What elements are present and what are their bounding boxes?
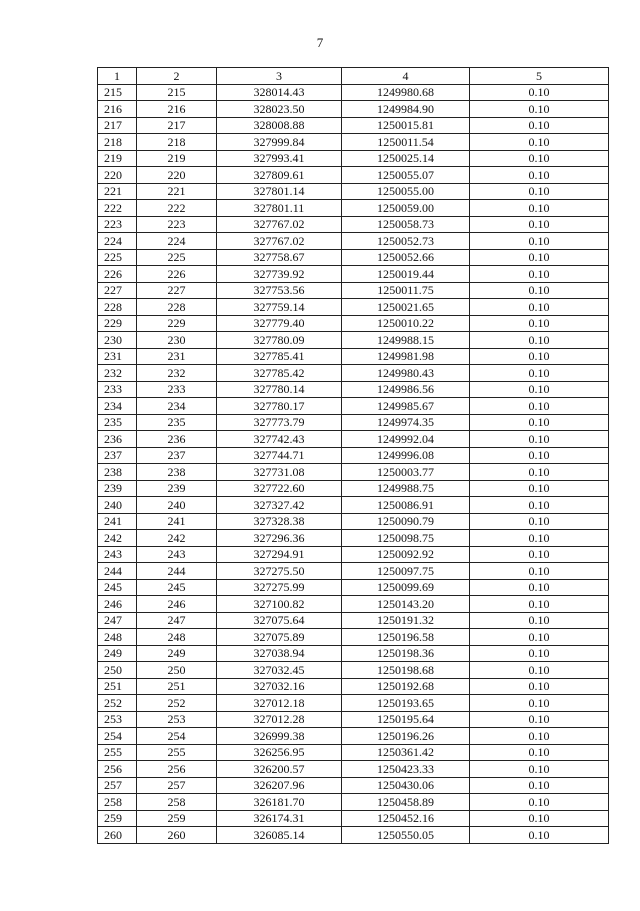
coordinate-x-cell: 327780.14 xyxy=(217,381,342,398)
point-id-cell: 228 xyxy=(137,299,217,316)
point-number-cell: 234 xyxy=(98,398,137,415)
coordinate-x-cell: 327801.14 xyxy=(217,183,342,200)
coordinate-x-cell: 327722.60 xyxy=(217,480,342,497)
point-id-cell: 222 xyxy=(137,200,217,217)
table-row xyxy=(98,150,609,167)
coordinate-y-cell: 1250059.00 xyxy=(342,200,470,217)
coordinate-y-cell: 1250055.07 xyxy=(342,167,470,184)
coordinate-y-cell: 1250011.54 xyxy=(342,134,470,151)
table-row xyxy=(98,480,609,497)
coordinate-x-cell: 327767.02 xyxy=(217,233,342,250)
point-id-cell: 216 xyxy=(137,101,217,118)
table-row xyxy=(98,579,609,596)
error-cell: 0.10 xyxy=(470,315,609,332)
coordinate-y-cell: 1249980.68 xyxy=(342,84,470,101)
coordinate-y-cell: 1249980.43 xyxy=(342,365,470,382)
coordinate-y-cell: 1249985.67 xyxy=(342,398,470,415)
point-id-cell: 223 xyxy=(137,216,217,233)
coordinate-y-cell: 1250196.58 xyxy=(342,629,470,646)
coordinate-x-cell: 327767.02 xyxy=(217,216,342,233)
table-row xyxy=(98,233,609,250)
table-header-row xyxy=(98,68,609,85)
point-id-cell: 234 xyxy=(137,398,217,415)
point-id-cell: 248 xyxy=(137,629,217,646)
point-id-cell: 230 xyxy=(137,332,217,349)
coordinate-y-cell: 1250192.68 xyxy=(342,678,470,695)
table-row xyxy=(98,612,609,629)
point-id-cell: 251 xyxy=(137,678,217,695)
point-number-cell: 240 xyxy=(98,497,137,514)
coordinate-x-cell: 327744.71 xyxy=(217,447,342,464)
error-cell: 0.10 xyxy=(470,810,609,827)
point-number-cell: 248 xyxy=(98,629,137,646)
point-id-cell: 242 xyxy=(137,530,217,547)
error-cell: 0.10 xyxy=(470,447,609,464)
error-cell: 0.10 xyxy=(470,761,609,778)
coordinate-y-cell: 1250452.16 xyxy=(342,810,470,827)
table-row xyxy=(98,695,609,712)
column-header: 3 xyxy=(217,68,342,85)
table-row xyxy=(98,101,609,118)
point-number-cell: 215 xyxy=(98,84,137,101)
coordinates-table xyxy=(97,67,609,844)
table-row xyxy=(98,167,609,184)
coordinate-y-cell: 1250097.75 xyxy=(342,563,470,580)
point-number-cell: 253 xyxy=(98,711,137,728)
point-number-cell: 238 xyxy=(98,464,137,481)
point-number-cell: 219 xyxy=(98,150,137,167)
error-cell: 0.10 xyxy=(470,513,609,530)
coordinate-y-cell: 1250003.77 xyxy=(342,464,470,481)
coordinate-y-cell: 1250423.33 xyxy=(342,761,470,778)
error-cell: 0.10 xyxy=(470,200,609,217)
coordinate-x-cell: 327779.40 xyxy=(217,315,342,332)
coordinate-y-cell: 1250058.73 xyxy=(342,216,470,233)
point-id-cell: 247 xyxy=(137,612,217,629)
table-row xyxy=(98,315,609,332)
coordinate-x-cell: 327742.43 xyxy=(217,431,342,448)
point-number-cell: 235 xyxy=(98,414,137,431)
coordinate-y-cell: 1249974.35 xyxy=(342,414,470,431)
point-id-cell: 236 xyxy=(137,431,217,448)
point-number-cell: 227 xyxy=(98,282,137,299)
coordinate-y-cell: 1250052.66 xyxy=(342,249,470,266)
table-row xyxy=(98,282,609,299)
coordinate-y-cell: 1250198.36 xyxy=(342,645,470,662)
coordinate-y-cell: 1250086.91 xyxy=(342,497,470,514)
coordinate-x-cell: 328008.88 xyxy=(217,117,342,134)
coordinate-y-cell: 1249981.98 xyxy=(342,348,470,365)
point-number-cell: 256 xyxy=(98,761,137,778)
coordinate-x-cell: 327075.89 xyxy=(217,629,342,646)
coordinate-y-cell: 1250010.22 xyxy=(342,315,470,332)
table-row xyxy=(98,249,609,266)
point-number-cell: 217 xyxy=(98,117,137,134)
error-cell: 0.10 xyxy=(470,167,609,184)
point-number-cell: 244 xyxy=(98,563,137,580)
error-cell: 0.10 xyxy=(470,728,609,745)
coordinate-x-cell: 327032.45 xyxy=(217,662,342,679)
point-id-cell: 220 xyxy=(137,167,217,184)
point-number-cell: 237 xyxy=(98,447,137,464)
table-row xyxy=(98,183,609,200)
table-row xyxy=(98,365,609,382)
error-cell: 0.10 xyxy=(470,464,609,481)
table-row xyxy=(98,381,609,398)
coordinate-y-cell: 1250092.92 xyxy=(342,546,470,563)
error-cell: 0.10 xyxy=(470,299,609,316)
table-row xyxy=(98,266,609,283)
coordinate-y-cell: 1250196.26 xyxy=(342,728,470,745)
table-row xyxy=(98,447,609,464)
coordinate-x-cell: 326999.38 xyxy=(217,728,342,745)
error-cell: 0.10 xyxy=(470,629,609,646)
point-id-cell: 232 xyxy=(137,365,217,382)
table-row xyxy=(98,348,609,365)
point-id-cell: 235 xyxy=(137,414,217,431)
point-id-cell: 246 xyxy=(137,596,217,613)
coordinate-x-cell: 326200.57 xyxy=(217,761,342,778)
error-cell: 0.10 xyxy=(470,101,609,118)
coordinate-x-cell: 326085.14 xyxy=(217,827,342,844)
table-row xyxy=(98,299,609,316)
coordinate-y-cell: 1250430.06 xyxy=(342,777,470,794)
coordinate-y-cell: 1250021.65 xyxy=(342,299,470,316)
table-row xyxy=(98,398,609,415)
error-cell: 0.10 xyxy=(470,348,609,365)
point-number-cell: 221 xyxy=(98,183,137,200)
point-number-cell: 241 xyxy=(98,513,137,530)
coordinate-y-cell: 1250011.75 xyxy=(342,282,470,299)
point-id-cell: 225 xyxy=(137,249,217,266)
point-number-cell: 251 xyxy=(98,678,137,695)
point-id-cell: 259 xyxy=(137,810,217,827)
coordinate-x-cell: 327753.56 xyxy=(217,282,342,299)
point-id-cell: 221 xyxy=(137,183,217,200)
error-cell: 0.10 xyxy=(470,579,609,596)
point-number-cell: 222 xyxy=(98,200,137,217)
point-id-cell: 258 xyxy=(137,794,217,811)
point-id-cell: 227 xyxy=(137,282,217,299)
coordinate-x-cell: 327809.61 xyxy=(217,167,342,184)
coordinate-x-cell: 326207.96 xyxy=(217,777,342,794)
point-number-cell: 236 xyxy=(98,431,137,448)
point-id-cell: 239 xyxy=(137,480,217,497)
point-number-cell: 218 xyxy=(98,134,137,151)
error-cell: 0.10 xyxy=(470,777,609,794)
table-row xyxy=(98,645,609,662)
point-id-cell: 243 xyxy=(137,546,217,563)
coordinate-y-cell: 1250458.89 xyxy=(342,794,470,811)
point-number-cell: 224 xyxy=(98,233,137,250)
coordinate-x-cell: 327731.08 xyxy=(217,464,342,481)
point-number-cell: 245 xyxy=(98,579,137,596)
error-cell: 0.10 xyxy=(470,233,609,250)
coordinate-y-cell: 1250098.75 xyxy=(342,530,470,547)
coordinate-x-cell: 327759.14 xyxy=(217,299,342,316)
coordinate-x-cell: 327785.42 xyxy=(217,365,342,382)
table-row xyxy=(98,134,609,151)
coordinate-x-cell: 327999.84 xyxy=(217,134,342,151)
coordinate-x-cell: 327780.09 xyxy=(217,332,342,349)
coordinate-y-cell: 1250019.44 xyxy=(342,266,470,283)
point-id-cell: 215 xyxy=(137,84,217,101)
point-number-cell: 226 xyxy=(98,266,137,283)
coordinate-y-cell: 1250191.32 xyxy=(342,612,470,629)
point-number-cell: 216 xyxy=(98,101,137,118)
error-cell: 0.10 xyxy=(470,711,609,728)
coordinate-y-cell: 1250198.68 xyxy=(342,662,470,679)
point-number-cell: 250 xyxy=(98,662,137,679)
error-cell: 0.10 xyxy=(470,497,609,514)
point-number-cell: 231 xyxy=(98,348,137,365)
error-cell: 0.10 xyxy=(470,134,609,151)
table-row xyxy=(98,777,609,794)
error-cell: 0.10 xyxy=(470,183,609,200)
point-id-cell: 238 xyxy=(137,464,217,481)
point-number-cell: 249 xyxy=(98,645,137,662)
error-cell: 0.10 xyxy=(470,678,609,695)
table-row xyxy=(98,84,609,101)
error-cell: 0.10 xyxy=(470,794,609,811)
table-row xyxy=(98,563,609,580)
page-number: 7 xyxy=(316,35,324,50)
coordinate-x-cell: 327275.99 xyxy=(217,579,342,596)
table-row xyxy=(98,794,609,811)
column-header: 5 xyxy=(470,68,609,85)
error-cell: 0.10 xyxy=(470,282,609,299)
coordinate-x-cell: 327993.41 xyxy=(217,150,342,167)
table-row xyxy=(98,761,609,778)
table-row xyxy=(98,596,609,613)
point-id-cell: 229 xyxy=(137,315,217,332)
point-number-cell: 233 xyxy=(98,381,137,398)
column-header: 2 xyxy=(137,68,217,85)
point-number-cell: 242 xyxy=(98,530,137,547)
coordinate-y-cell: 1250361.42 xyxy=(342,744,470,761)
column-header: 4 xyxy=(342,68,470,85)
error-cell: 0.10 xyxy=(470,530,609,547)
coordinate-x-cell: 327801.11 xyxy=(217,200,342,217)
error-cell: 0.10 xyxy=(470,84,609,101)
point-id-cell: 245 xyxy=(137,579,217,596)
coordinate-y-cell: 1250055.00 xyxy=(342,183,470,200)
point-number-cell: 255 xyxy=(98,744,137,761)
point-number-cell: 254 xyxy=(98,728,137,745)
coordinate-y-cell: 1250052.73 xyxy=(342,233,470,250)
coordinate-y-cell: 1249984.90 xyxy=(342,101,470,118)
point-number-cell: 257 xyxy=(98,777,137,794)
point-number-cell: 228 xyxy=(98,299,137,316)
table-row xyxy=(98,629,609,646)
coordinate-y-cell: 1250550.05 xyxy=(342,827,470,844)
table-row xyxy=(98,678,609,695)
coordinate-x-cell: 327328.38 xyxy=(217,513,342,530)
table-row xyxy=(98,546,609,563)
point-number-cell: 232 xyxy=(98,365,137,382)
point-id-cell: 260 xyxy=(137,827,217,844)
coordinate-x-cell: 327739.92 xyxy=(217,266,342,283)
error-cell: 0.10 xyxy=(470,480,609,497)
point-id-cell: 255 xyxy=(137,744,217,761)
table-row xyxy=(98,513,609,530)
coordinate-y-cell: 1250143.20 xyxy=(342,596,470,613)
point-id-cell: 253 xyxy=(137,711,217,728)
coordinate-x-cell: 328014.43 xyxy=(217,84,342,101)
column-header: 1 xyxy=(98,68,137,85)
point-number-cell: 229 xyxy=(98,315,137,332)
coordinate-x-cell: 327075.64 xyxy=(217,612,342,629)
point-id-cell: 257 xyxy=(137,777,217,794)
table-row xyxy=(98,827,609,844)
coordinate-x-cell: 326181.70 xyxy=(217,794,342,811)
coordinate-x-cell: 327012.28 xyxy=(217,711,342,728)
point-id-cell: 250 xyxy=(137,662,217,679)
table-row xyxy=(98,810,609,827)
point-number-cell: 260 xyxy=(98,827,137,844)
coordinate-x-cell: 327773.79 xyxy=(217,414,342,431)
coordinate-x-cell: 328023.50 xyxy=(217,101,342,118)
table-body xyxy=(98,84,609,843)
coordinate-x-cell: 327780.17 xyxy=(217,398,342,415)
error-cell: 0.10 xyxy=(470,150,609,167)
point-number-cell: 247 xyxy=(98,612,137,629)
coordinate-x-cell: 327038.94 xyxy=(217,645,342,662)
error-cell: 0.10 xyxy=(470,266,609,283)
coordinate-x-cell: 327785.41 xyxy=(217,348,342,365)
error-cell: 0.10 xyxy=(470,645,609,662)
error-cell: 0.10 xyxy=(470,744,609,761)
point-number-cell: 223 xyxy=(98,216,137,233)
point-number-cell: 252 xyxy=(98,695,137,712)
error-cell: 0.10 xyxy=(470,695,609,712)
point-number-cell: 246 xyxy=(98,596,137,613)
coordinate-x-cell: 327012.18 xyxy=(217,695,342,712)
point-id-cell: 241 xyxy=(137,513,217,530)
table-row xyxy=(98,431,609,448)
error-cell: 0.10 xyxy=(470,612,609,629)
coordinate-x-cell: 327100.82 xyxy=(217,596,342,613)
error-cell: 0.10 xyxy=(470,365,609,382)
point-number-cell: 243 xyxy=(98,546,137,563)
table-row xyxy=(98,744,609,761)
point-id-cell: 226 xyxy=(137,266,217,283)
error-cell: 0.10 xyxy=(470,332,609,349)
coordinate-y-cell: 1250099.69 xyxy=(342,579,470,596)
point-number-cell: 258 xyxy=(98,794,137,811)
coordinate-x-cell: 327327.42 xyxy=(217,497,342,514)
table-row xyxy=(98,728,609,745)
error-cell: 0.10 xyxy=(470,216,609,233)
point-id-cell: 217 xyxy=(137,117,217,134)
point-id-cell: 252 xyxy=(137,695,217,712)
coordinate-x-cell: 327758.67 xyxy=(217,249,342,266)
error-cell: 0.10 xyxy=(470,662,609,679)
table-row xyxy=(98,497,609,514)
point-number-cell: 259 xyxy=(98,810,137,827)
table-row xyxy=(98,200,609,217)
table-row xyxy=(98,216,609,233)
coordinate-y-cell: 1250025.14 xyxy=(342,150,470,167)
coordinate-y-cell: 1249986.56 xyxy=(342,381,470,398)
coordinate-y-cell: 1249996.08 xyxy=(342,447,470,464)
error-cell: 0.10 xyxy=(470,117,609,134)
point-number-cell: 230 xyxy=(98,332,137,349)
coordinate-y-cell: 1250090.79 xyxy=(342,513,470,530)
point-number-cell: 225 xyxy=(98,249,137,266)
point-id-cell: 254 xyxy=(137,728,217,745)
point-id-cell: 224 xyxy=(137,233,217,250)
coordinate-y-cell: 1250195.64 xyxy=(342,711,470,728)
coordinate-y-cell: 1249988.15 xyxy=(342,332,470,349)
error-cell: 0.10 xyxy=(470,414,609,431)
point-id-cell: 231 xyxy=(137,348,217,365)
error-cell: 0.10 xyxy=(470,249,609,266)
error-cell: 0.10 xyxy=(470,596,609,613)
coordinate-y-cell: 1249988.75 xyxy=(342,480,470,497)
coordinate-x-cell: 327296.36 xyxy=(217,530,342,547)
point-id-cell: 233 xyxy=(137,381,217,398)
error-cell: 0.10 xyxy=(470,563,609,580)
table-row xyxy=(98,332,609,349)
table-row xyxy=(98,662,609,679)
point-id-cell: 249 xyxy=(137,645,217,662)
coordinate-x-cell: 326174.31 xyxy=(217,810,342,827)
table-row xyxy=(98,414,609,431)
coordinate-y-cell: 1250015.81 xyxy=(342,117,470,134)
coordinate-y-cell: 1250193.65 xyxy=(342,695,470,712)
table-row xyxy=(98,530,609,547)
coordinate-x-cell: 327032.16 xyxy=(217,678,342,695)
coordinate-x-cell: 327275.50 xyxy=(217,563,342,580)
error-cell: 0.10 xyxy=(470,431,609,448)
error-cell: 0.10 xyxy=(470,827,609,844)
point-id-cell: 218 xyxy=(137,134,217,151)
point-id-cell: 244 xyxy=(137,563,217,580)
error-cell: 0.10 xyxy=(470,398,609,415)
error-cell: 0.10 xyxy=(470,546,609,563)
point-id-cell: 256 xyxy=(137,761,217,778)
table-row xyxy=(98,711,609,728)
point-id-cell: 237 xyxy=(137,447,217,464)
coordinate-x-cell: 326256.95 xyxy=(217,744,342,761)
point-id-cell: 219 xyxy=(137,150,217,167)
point-number-cell: 239 xyxy=(98,480,137,497)
point-number-cell: 220 xyxy=(98,167,137,184)
table-row xyxy=(98,117,609,134)
error-cell: 0.10 xyxy=(470,381,609,398)
coordinate-x-cell: 327294.91 xyxy=(217,546,342,563)
coordinate-y-cell: 1249992.04 xyxy=(342,431,470,448)
table-row xyxy=(98,464,609,481)
point-id-cell: 240 xyxy=(137,497,217,514)
